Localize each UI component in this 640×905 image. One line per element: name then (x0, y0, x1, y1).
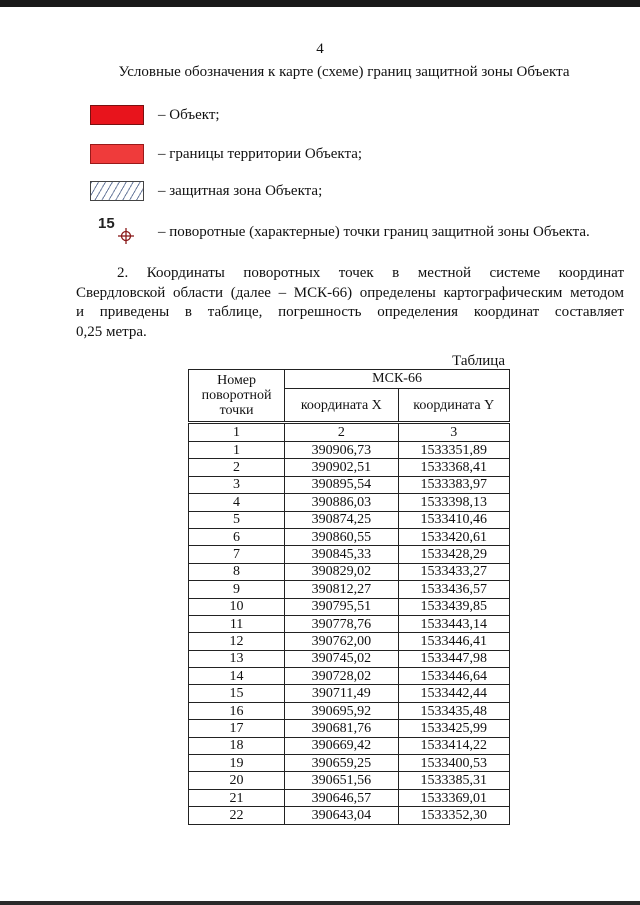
coord-x-cell: 390646,57 (285, 789, 398, 806)
coord-y-cell: 1533352,30 (398, 807, 509, 824)
coord-y-cell: 1533420,61 (398, 528, 509, 545)
table-row (189, 442, 510, 459)
legend-title: Условные обозначения к карте (схеме) границ защитной зоны Объекта (118, 64, 570, 80)
point-number-cell: 2 (189, 459, 285, 476)
coordinates-table (188, 369, 510, 825)
coord-y-cell: 1533439,85 (398, 598, 509, 615)
coord-y-cell: 1533446,64 (398, 668, 509, 685)
point-number-cell: 3 (189, 476, 285, 493)
coord-y-cell: 1533410,46 (398, 511, 509, 528)
coord-y-cell: 1533446,41 (398, 633, 509, 650)
coord-x-cell: 390659,25 (285, 755, 398, 772)
coord-y-cell: 1533398,13 (398, 494, 509, 511)
coord-y-cell: 1533436,57 (398, 581, 509, 598)
point-number-cell: 9 (189, 581, 285, 598)
legend-item-label: – Объект; (158, 106, 220, 123)
coord-x-cell: 390643,04 (285, 807, 398, 824)
point-number-cell: 21 (189, 789, 285, 806)
scan-edge-top (0, 0, 640, 7)
coord-x-cell: 390778,76 (285, 615, 398, 632)
legend-item-label: – защитная зона Объекта; (158, 182, 323, 199)
point-number-cell: 14 (189, 668, 285, 685)
page-number: 4 (316, 41, 324, 57)
coord-x-cell: 390728,02 (285, 668, 398, 685)
column-index: 1 (189, 423, 285, 442)
coord-x-cell: 390895,54 (285, 476, 398, 493)
crosshair-icon (118, 228, 134, 244)
table-row (189, 633, 510, 650)
coord-y-cell: 1533447,98 (398, 650, 509, 667)
table-row (189, 563, 510, 580)
coord-x-cell: 390845,33 (285, 546, 398, 563)
coord-x-cell: 390681,76 (285, 720, 398, 737)
point-number-cell: 8 (189, 563, 285, 580)
table-row (189, 615, 510, 632)
table-row (189, 650, 510, 667)
paragraph-line: Свердловской области (далее – МСК-66) определены картографическим методом (76, 284, 624, 301)
point-number-cell: 12 (189, 633, 285, 650)
point-number-cell: 20 (189, 772, 285, 789)
table-row (189, 581, 510, 598)
turning-point-symbol (90, 215, 144, 245)
table-row (189, 772, 510, 789)
table-row (189, 511, 510, 528)
point-number-cell: 19 (189, 755, 285, 772)
table-row (189, 807, 510, 824)
coord-x-cell: 390829,02 (285, 563, 398, 580)
column-index: 3 (398, 423, 509, 442)
coord-x-cell: 390902,51 (285, 459, 398, 476)
coord-x-cell: 390695,92 (285, 702, 398, 719)
legend-item-protection-zone (90, 180, 322, 202)
coord-x-cell: 390812,27 (285, 581, 398, 598)
coord-y-cell: 1533428,29 (398, 546, 509, 563)
table-row (189, 528, 510, 545)
table-row (189, 476, 510, 493)
point-number-cell: 17 (189, 720, 285, 737)
legend-item-label: – границы территории Объекта; (158, 145, 363, 162)
point-number-cell: 7 (189, 546, 285, 563)
legend-item-territory-border (90, 143, 362, 165)
point-number-cell: 10 (189, 598, 285, 615)
coord-y-cell: 1533369,01 (398, 789, 509, 806)
table-row (189, 546, 510, 563)
coord-x-cell: 390762,00 (285, 633, 398, 650)
coord-y-cell: 1533383,97 (398, 476, 509, 493)
point-number-cell: 1 (189, 442, 285, 459)
hatch-swatch (90, 181, 144, 201)
header-point-number: Номер поворотной точки (189, 370, 285, 423)
table-row (189, 668, 510, 685)
table-caption: Таблица (452, 353, 505, 369)
legend-item-object (90, 104, 220, 126)
point-number-cell: 22 (189, 807, 285, 824)
object-swatch (90, 105, 144, 125)
coordinates-paragraph (76, 264, 624, 342)
header-y: координата Y (398, 389, 509, 423)
coord-x-cell: 390711,49 (285, 685, 398, 702)
coord-y-cell: 1533414,22 (398, 737, 509, 754)
coord-x-cell: 390651,56 (285, 772, 398, 789)
legend-item-label: – поворотные (характерные) точки границ защитной зоны Объекта. (158, 223, 590, 240)
point-number-cell: 6 (189, 528, 285, 545)
paragraph-line: 2. Координаты поворотных точек в местной системе координат (117, 265, 624, 281)
table-row (189, 598, 510, 615)
table-row (189, 755, 510, 772)
coord-y-cell: 1533425,99 (398, 720, 509, 737)
coord-x-cell: 390874,25 (285, 511, 398, 528)
table-row (189, 737, 510, 754)
point-number-cell: 11 (189, 615, 285, 632)
header-x: координата X (285, 389, 398, 423)
table-row (189, 459, 510, 476)
coord-y-cell: 1533435,48 (398, 702, 509, 719)
point-symbol-label: 15 (98, 215, 115, 232)
table-row (189, 789, 510, 806)
point-number-cell: 15 (189, 685, 285, 702)
table-row (189, 685, 510, 702)
coord-y-cell: 1533442,44 (398, 685, 509, 702)
scan-edge-bottom (0, 901, 640, 905)
point-number-cell: 4 (189, 494, 285, 511)
column-index: 2 (285, 423, 398, 442)
point-number-cell: 16 (189, 702, 285, 719)
table-row (189, 720, 510, 737)
header-coordinate-system: МСК-66 (285, 370, 510, 389)
coord-y-cell: 1533368,41 (398, 459, 509, 476)
coord-y-cell: 1533385,31 (398, 772, 509, 789)
point-number-cell: 5 (189, 511, 285, 528)
point-number-cell: 13 (189, 650, 285, 667)
territory-border-swatch (90, 144, 144, 164)
coord-y-cell: 1533443,14 (398, 615, 509, 632)
paragraph-line: и приведены в таблице, погрешность определения координат составляет (76, 304, 624, 320)
coord-y-cell: 1533351,89 (398, 442, 509, 459)
coord-x-cell: 390860,55 (285, 528, 398, 545)
coord-x-cell: 390906,73 (285, 442, 398, 459)
legend-item-turning-points (90, 215, 590, 245)
table-body (189, 442, 510, 825)
coord-x-cell: 390669,42 (285, 737, 398, 754)
table-row (189, 702, 510, 719)
coord-x-cell: 390745,02 (285, 650, 398, 667)
paragraph-line: 0,25 метра. (76, 323, 147, 340)
coord-x-cell: 390795,51 (285, 598, 398, 615)
table-row (189, 494, 510, 511)
point-number-cell: 18 (189, 737, 285, 754)
coord-x-cell: 390886,03 (285, 494, 398, 511)
coord-y-cell: 1533400,53 (398, 755, 509, 772)
coord-y-cell: 1533433,27 (398, 563, 509, 580)
